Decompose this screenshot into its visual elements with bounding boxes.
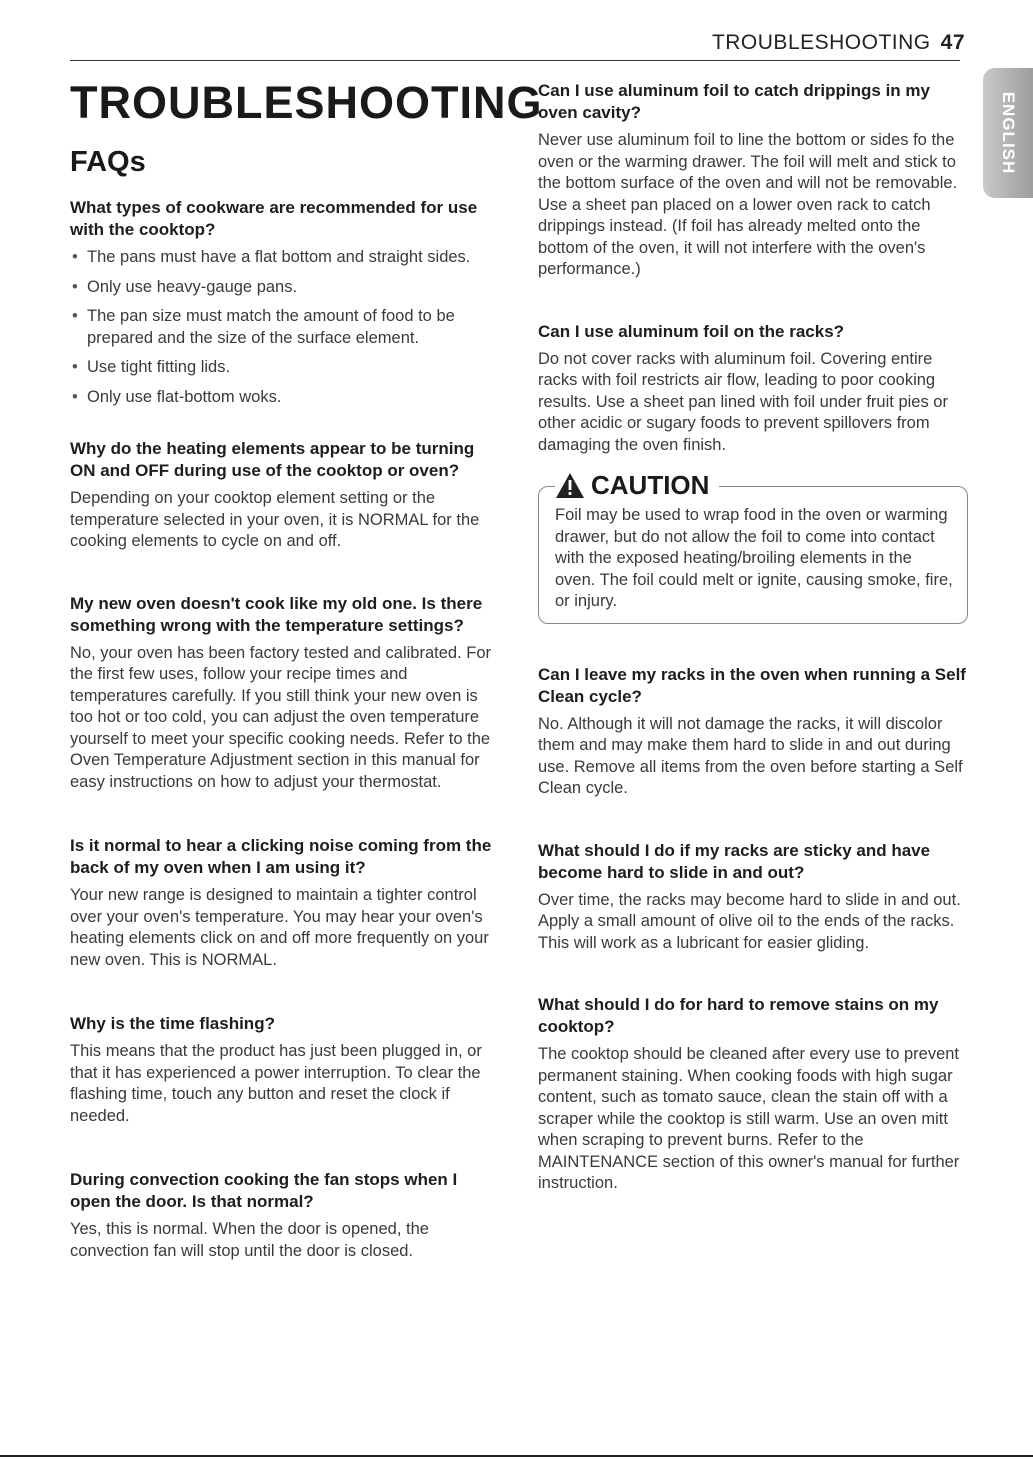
list-item: • The pans must have a flat bottom and straight sides. <box>70 247 502 269</box>
faq-answer: No. Although it will not damage the racks, it will discolor them and may make them hard to slide in and out during use. Remove all items from the oven before starting a Self Clean cycle. <box>538 714 963 797</box>
page-title: TROUBLESHOOTING <box>70 77 543 128</box>
list-item: • Only use heavy-gauge pans. <box>70 277 502 299</box>
section-subtitle: FAQs <box>70 146 146 178</box>
caution-text: Foil may be used to wrap food in the oven or warming drawer, but do not allow the foil to come into contact with the exposed heating/broiling elements in the oven. The foil could melt or ignite, causing smoke, fire, or injury. <box>555 506 953 610</box>
page-number: 47 <box>940 31 965 54</box>
list-item: • The pan size must match the amount of food to be prepared and the size of the surface element. <box>70 306 502 349</box>
faq-answer: Over time, the racks may become hard to slide in and out. Apply a small amount of olive oil to the ends of the racks. This will work as a lubricant for easier gliding. <box>538 890 961 952</box>
left-column <box>70 77 543 1294</box>
faq-question: Why do the heating elements appear to be turning ON and OFF during use of the cooktop or oven? <box>70 439 475 480</box>
list-item: • Only use flat-bottom woks. <box>70 387 502 409</box>
faq-question: What types of cookware are recommended for use with the cooktop? <box>70 198 478 239</box>
faq-answer: Do not cover racks with aluminum foil. Covering entire racks with foil restricts air flow, leading to poor cooking results. Use a sheet pan lined with foil under fruit pies or other acidic or sugary foods to prevent spillovers from damaging the oven finish. <box>538 349 948 454</box>
faq-item <box>70 835 502 971</box>
faq-item <box>538 664 968 800</box>
faq-question: What should I do if my racks are sticky and have become hard to slide in and out? <box>538 840 931 882</box>
faq-answer: Never use aluminum foil to line the bottom or sides fo the oven or the warming drawer. The foil will melt and stick to the bottom surface of the oven and will not be removable. Use a sheet pan placed on a lower oven rack to catch drippings instead. (If foil has already melted onto the bottom of the oven, it will not interfere with the oven's performance.) <box>538 131 958 278</box>
faq-question: Can I leave my racks in the oven when running a Self Clean cycle? <box>538 664 966 706</box>
faq-question: Why is the time flashing? <box>70 1014 275 1033</box>
list-item: • Use tight fitting lids. <box>70 357 502 379</box>
caution-box <box>538 470 968 624</box>
faq-answer: Depending on your cooktop element setting or the temperature selected in your oven, it is NORMAL for the cooking elements to cycle on and off. <box>70 489 480 550</box>
faq-answer: Yes, this is normal. When the door is opened, the convection fan will stop until the door is closed. <box>70 1220 429 1260</box>
faq-answer: This means that the product has just been plugged in, or that it has experienced a power interruption. To clear the flashing time, touch any button and reset the clock if needed. <box>70 1042 482 1125</box>
faq-item <box>70 1013 502 1127</box>
header-section-title: TROUBLESHOOTING <box>711 31 931 54</box>
faq-question: During convection cooking the fan stops when I open the door. Is that normal? <box>70 1170 458 1211</box>
caution-header <box>555 470 719 501</box>
faq-answer: The cooktop should be cleaned after every use to prevent permanent staining. When cooking foods with high sugar content, such as tomato sauce, clean the stain off with a scraper while the cooktop is still warm. Use an oven mitt when scraping to prevent burns. Refer to the MAINTENANCE section of this owner's manual for further instruction. <box>538 1045 960 1192</box>
faq-answer: No, your oven has been factory tested and calibrated. For the first few uses, follow your recipe times and temperatures carefully. If you still think your new oven is too hot or too cold, you can adjust the oven temperature yourself to meet your specific cooking needs. Refer to the Oven Temperature Adjustment section in this manual for easy instructions on how to adjust your thermostat. <box>70 643 491 791</box>
faq-answer: Your new range is designed to maintain a tighter control over your oven's temperature. You may hear your oven's heating elements click on and off more frequently on your new oven. This is NORMAL. <box>70 886 489 969</box>
faq-question: What should I do for hard to remove stains on my cooktop? <box>538 995 939 1036</box>
faq-question: Can I use aluminum foil on the racks? <box>538 321 845 341</box>
faq-question: My new oven doesn't cook like my old one. Is there something wrong with the temperature settings? <box>70 593 483 635</box>
faq-item <box>70 197 502 408</box>
header-rule <box>70 60 960 61</box>
running-header <box>712 31 965 55</box>
faq-item <box>70 1169 502 1262</box>
faq-item <box>70 593 502 794</box>
faq-item <box>538 994 968 1195</box>
caution-label: CAUTION <box>591 470 710 500</box>
faq-item <box>70 438 502 553</box>
faq-item <box>538 840 968 955</box>
bullet-list <box>70 247 502 408</box>
warning-triangle-icon <box>555 472 585 499</box>
faq-item <box>538 321 968 457</box>
page-bottom-rule <box>0 1455 1033 1457</box>
language-tab <box>983 68 1033 198</box>
faq-question: Can I use aluminum foil to catch drippings in my oven cavity? <box>538 81 930 122</box>
language-tab-label: ENGLISH <box>999 91 1018 175</box>
right-column <box>538 80 968 1227</box>
faq-item <box>538 80 968 281</box>
faq-question: Is it normal to hear a clicking noise coming from the back of my oven when I am using it? <box>70 836 492 877</box>
